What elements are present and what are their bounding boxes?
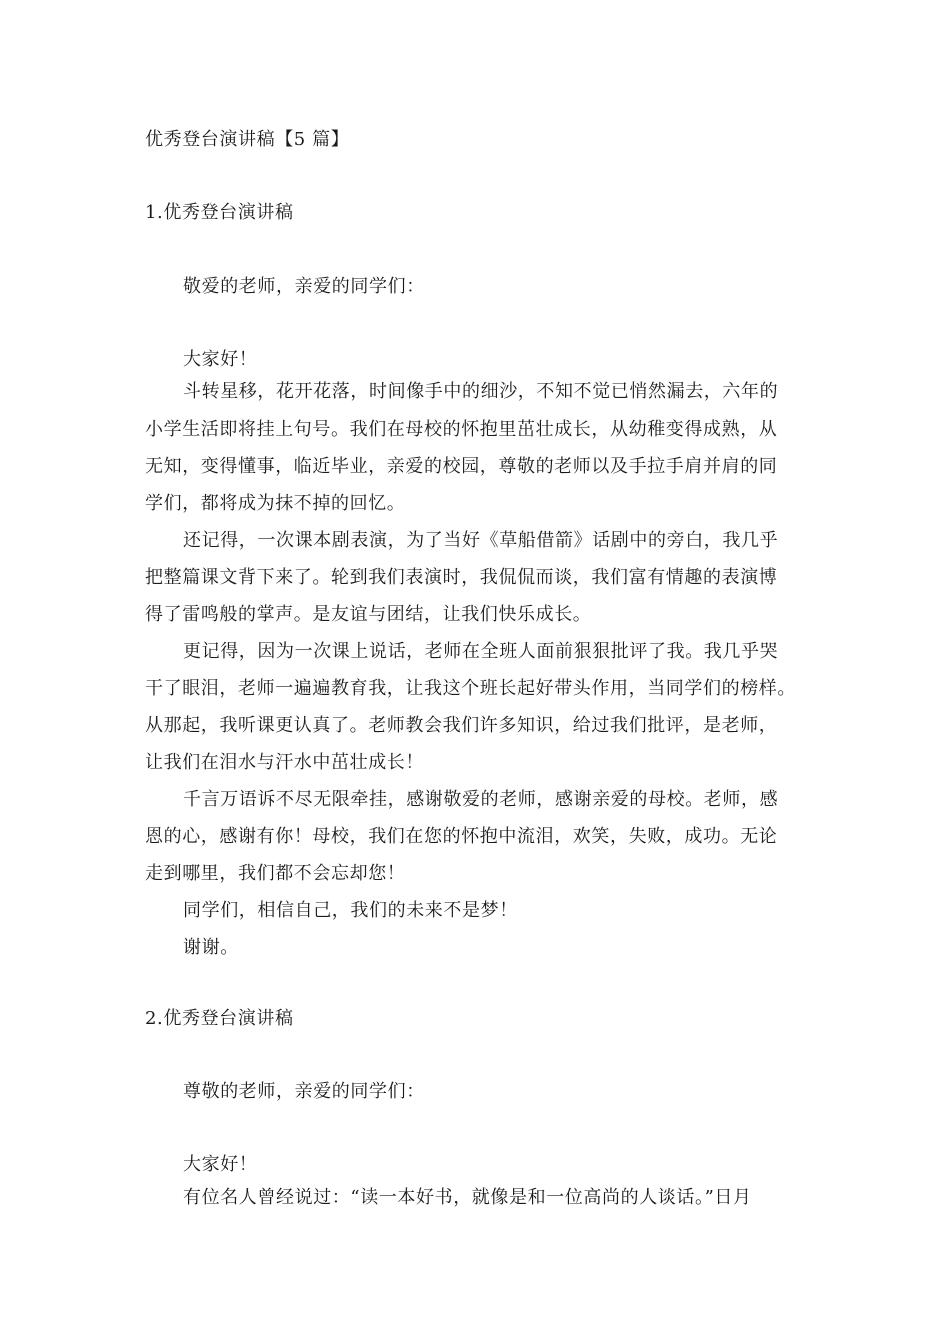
paragraph-line: 斗转星移，花开花落，时间像手中的细沙，不知不觉已悄然漏去，六年的 [183, 381, 779, 402]
section-1-heading: 1.优秀登台演讲稿 [145, 202, 294, 223]
section-1-salutation: 敬爱的老师，亲爱的同学们： [183, 276, 425, 297]
paragraph-line: 恩的心，感谢有你！母校，我们在您的怀抱中流泪，欢笑，失败，成功。无论 [145, 826, 778, 847]
section-2-salutation: 尊敬的老师，亲爱的同学们： [183, 1081, 425, 1102]
paragraph-line: 千言万语诉不尽无限牵挂，感谢敬爱的老师，感谢亲爱的母校。老师，感 [183, 789, 779, 810]
paragraph-line: 学们，都将成为抹不掉的回忆。 [145, 493, 406, 514]
paragraph-line: 谢谢。 [183, 937, 239, 958]
paragraph-line: 干了眼泪，老师一遍遍教育我，让我这个班长起好带头作用，当同学们的榜样。 [145, 678, 796, 699]
paragraph-line: 有位名人曾经说过：“读一本好书，就像是和一位高尚的人谈话。”日月 [183, 1187, 752, 1208]
section-2-heading: 2.优秀登台演讲稿 [145, 1008, 294, 1029]
paragraph-line: 无知，变得懂事，临近毕业，亲爱的校园，尊敬的老师以及手拉手肩并肩的同 [145, 456, 778, 477]
paragraph-line: 还记得，一次课本剧表演，为了当好《草船借箭》话剧中的旁白，我几乎 [183, 530, 779, 551]
section-1-greeting: 大家好！ [183, 349, 258, 370]
paragraph-line: 走到哪里，我们都不会忘却您！ [145, 863, 406, 884]
document-title: 优秀登台演讲稿【5 篇】 [145, 129, 350, 150]
paragraph-line: 让我们在泪水与汗水中茁壮成长！ [145, 752, 424, 773]
paragraph-line: 同学们，相信自己，我们的未来不是梦！ [183, 900, 518, 921]
paragraph-line: 把整篇课文背下来了。轮到我们表演时，我侃侃而谈，我们富有情趣的表演博 [145, 567, 778, 588]
paragraph-line: 小学生活即将挂上句号。我们在母校的怀抱里茁壮成长，从幼稚变得成熟，从 [145, 419, 778, 440]
paragraph-line: 从那起，我听课更认真了。老师教会我们许多知识，给过我们批评，是老师， [145, 715, 778, 736]
paragraph-line: 更记得，因为一次课上说话，老师在全班人面前狠狠批评了我。我几乎哭 [183, 641, 779, 662]
section-2-greeting: 大家好！ [183, 1154, 258, 1175]
paragraph-line: 得了雷鸣般的掌声。是友谊与团结，让我们快乐成长。 [145, 604, 592, 625]
